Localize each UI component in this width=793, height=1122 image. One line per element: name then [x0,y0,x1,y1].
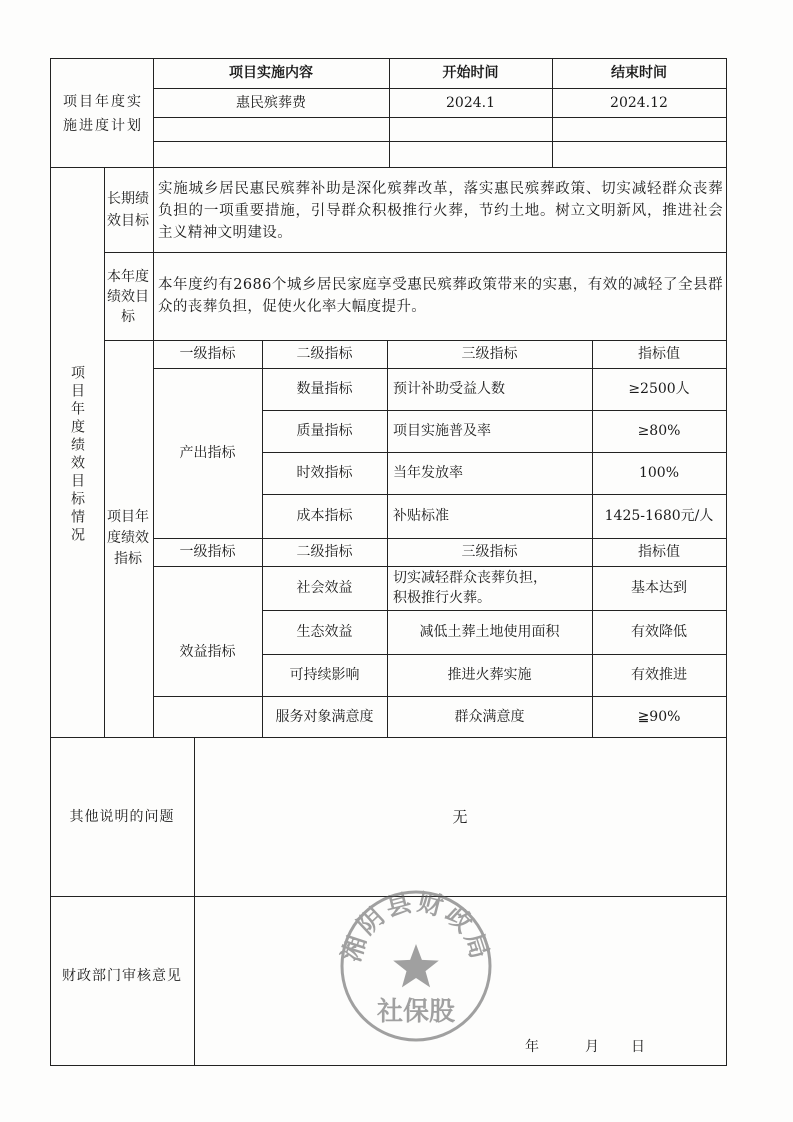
other-notes-label: 其他说明的问题 [69,808,175,825]
col-line [104,167,105,737]
goals-label: 项目年度绩效目标情况 [69,365,85,545]
indicator-header-level2: 二级指标 [296,346,353,362]
review-date-month: 月 [585,1039,599,1055]
official-seal [336,886,496,1046]
output-row-third: 预计补助受益人数 [393,381,505,397]
indicator-header-level1: 一级指标 [179,544,236,560]
benefit-row-third: 减低土葬土地使用面积 [419,624,560,640]
benefit-row-value: 有效降低 [631,624,687,640]
benefit-row-second: 可持续影响 [289,667,360,683]
output-row-value: ≥80% [637,423,681,439]
benefit-row-second: 社会效益 [296,580,353,596]
table-border-right [726,58,727,1066]
benefit-row-third-line: 积极推行火葬。 [393,590,491,606]
row-line [153,117,727,118]
indicator-header-level3: 三级指标 [461,544,518,560]
row-line [153,141,727,142]
seal-arc-text: 湘阴县财政局 [336,887,496,965]
plan-row-end: 2024.12 [610,94,668,111]
benefit-row-value: 有效推进 [631,667,687,683]
benefit-row-value: ≧90% [637,708,681,725]
row-line [104,252,727,253]
output-row-value: 1425-1680元/人 [604,508,714,524]
output-row-value: 100% [638,465,680,481]
benefit-row-second: 生态效益 [296,624,353,640]
output-row-second: 时效指标 [296,465,353,481]
plan-row-start: 2024.1 [446,94,495,111]
output-indicator-label: 产出指标 [179,445,236,461]
benefit-row-third-line: 切实减轻群众丧葬负担， [393,570,547,586]
plan-row-content: 惠民殡葬费 [236,94,306,111]
other-notes-value: 无 [452,807,468,826]
output-row-third: 当年发放率 [393,465,463,481]
indicator-header-value: 指标值 [638,544,680,560]
indicator-header-level1: 一级指标 [179,346,236,362]
plan-header-content: 项目实施内容 [229,65,313,81]
plan-header-start: 开始时间 [442,65,499,81]
benefit-row-second: 服务对象满意度 [275,708,374,725]
output-row-third: 项目实施普及率 [393,423,491,439]
benefit-row-third: 推进火葬实施 [447,667,532,683]
finance-review-label: 财政部门审核意见 [62,968,182,984]
indicator-header-level3: 三级指标 [461,346,518,362]
output-row-third: 补贴标准 [393,508,449,524]
output-row-value: ≥2500人 [628,381,690,397]
indicator-header-value: 指标值 [638,346,680,362]
row-line [50,167,727,168]
indicator-header-level2: 二级指标 [296,544,353,560]
plan-header-end: 结束时间 [611,65,667,81]
review-date-year: 年 [525,1039,539,1055]
output-row-second: 质量指标 [296,423,353,439]
long-term-text: 实施城乡居民惠民殡葬补助是深化殡葬改革，落实惠民殡葬政策、切实减轻群众丧葬负担的一项重要措施，引导群众积极推行火葬，节约土地。树立文明新风，推进社会主义精神文明建设。 [158,181,723,241]
benefit-indicator-label: 效益指标 [179,643,236,660]
benefit-row-third: 群众满意度 [454,708,525,725]
review-date-day: 日 [631,1039,645,1055]
benefit-row-third [393,566,589,610]
annual-goal-text: 本年度约有2686个城乡居民家庭享受惠民殡葬政策带来的实惠，有效的减轻了全县群众的丧葬负担，促使火化率大幅度提升。 [158,277,723,315]
plan-label: 项目年度实施进度计划 [63,94,143,134]
star-icon [393,944,439,987]
long-term-label: 长期绩效目标 [107,191,149,229]
table-border-bottom [50,1065,727,1066]
output-row-second: 数量指标 [296,381,353,397]
benefit-row-value: 基本达到 [631,580,687,596]
seal-center-text: 社保股 [376,997,456,1027]
annual-goal-label: 本年度绩效目标 [107,269,149,325]
indicators-label: 项目年度绩效指标 [107,508,149,567]
output-row-second: 成本指标 [296,508,353,524]
